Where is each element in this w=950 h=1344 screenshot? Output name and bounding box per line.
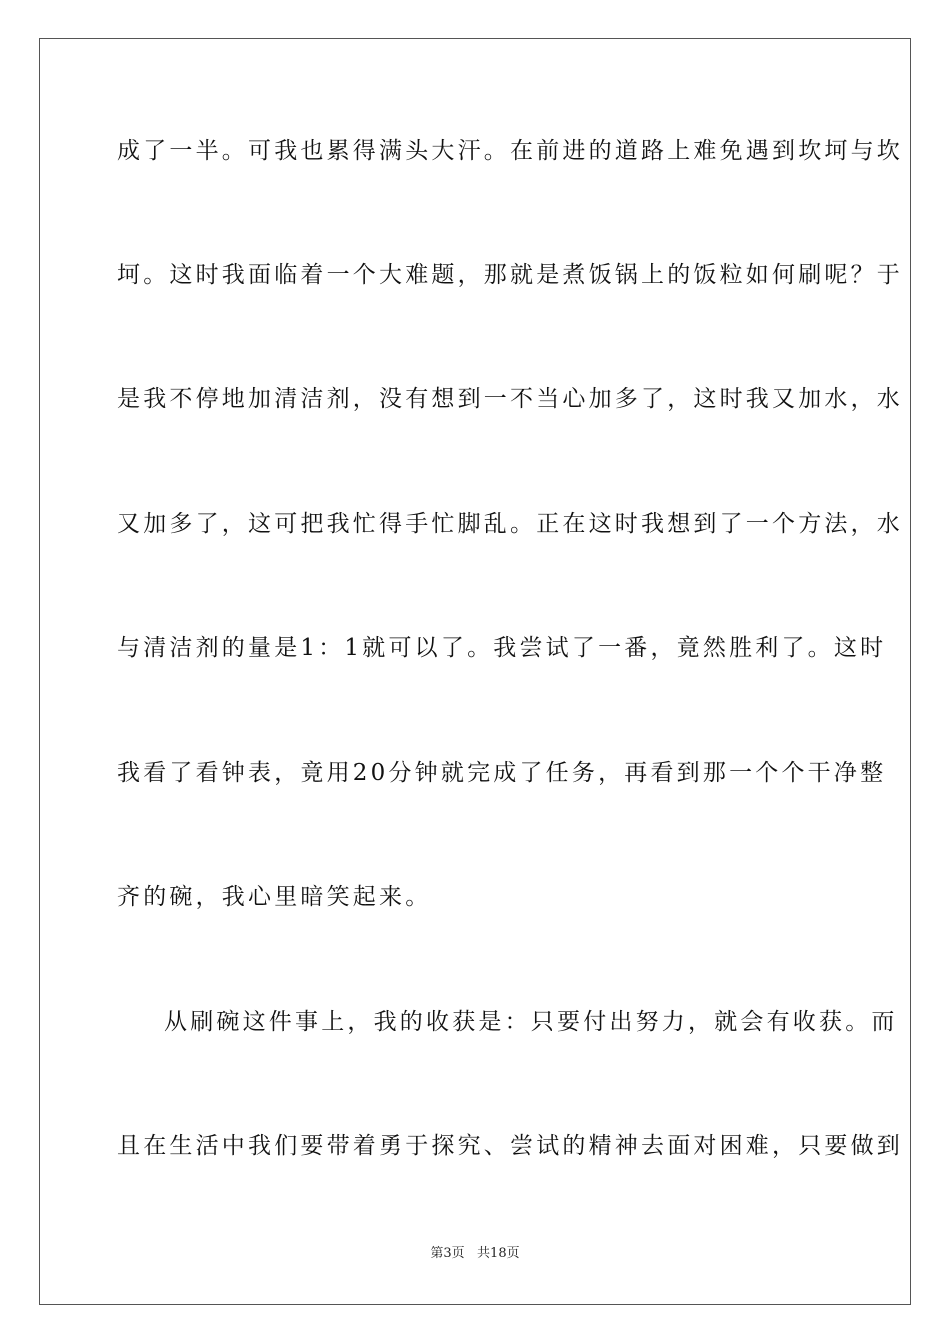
text-line: 坷。这时我面临着一个大难题，那就是煮饭锅上的饭粒如何刷呢？于 bbox=[117, 262, 903, 288]
page-border bbox=[39, 38, 911, 1305]
text-line: 我看了看钟表，竟用20分钟就完成了任务，再看到那一个个干净整 bbox=[117, 760, 887, 786]
text-line: 与清洁剂的量是1：1就可以了。我尝试了一番，竟然胜利了。这时 bbox=[117, 635, 887, 661]
text-line: 成了一半。可我也累得满头大汗。在前进的道路上难免遇到坎坷与坎 bbox=[117, 138, 903, 164]
text-line: 且在生活中我们要带着勇于探究、尝试的精神去面对困难，只要做到 bbox=[117, 1133, 903, 1159]
text-line: 齐的碗，我心里暗笑起来。 bbox=[117, 884, 432, 910]
text-line: 又加多了，这可把我忙得手忙脚乱。正在这时我想到了一个方法，水 bbox=[117, 511, 903, 537]
paragraph-first-line: 从刷碗这件事上，我的收获是：只要付出努力，就会有收获。而 bbox=[164, 1009, 898, 1035]
text-line: 是我不停地加清洁剂，没有想到一不当心加多了，这时我又加水，水 bbox=[117, 386, 903, 412]
page-number-footer: 第3页 共18页 bbox=[430, 1246, 520, 1261]
